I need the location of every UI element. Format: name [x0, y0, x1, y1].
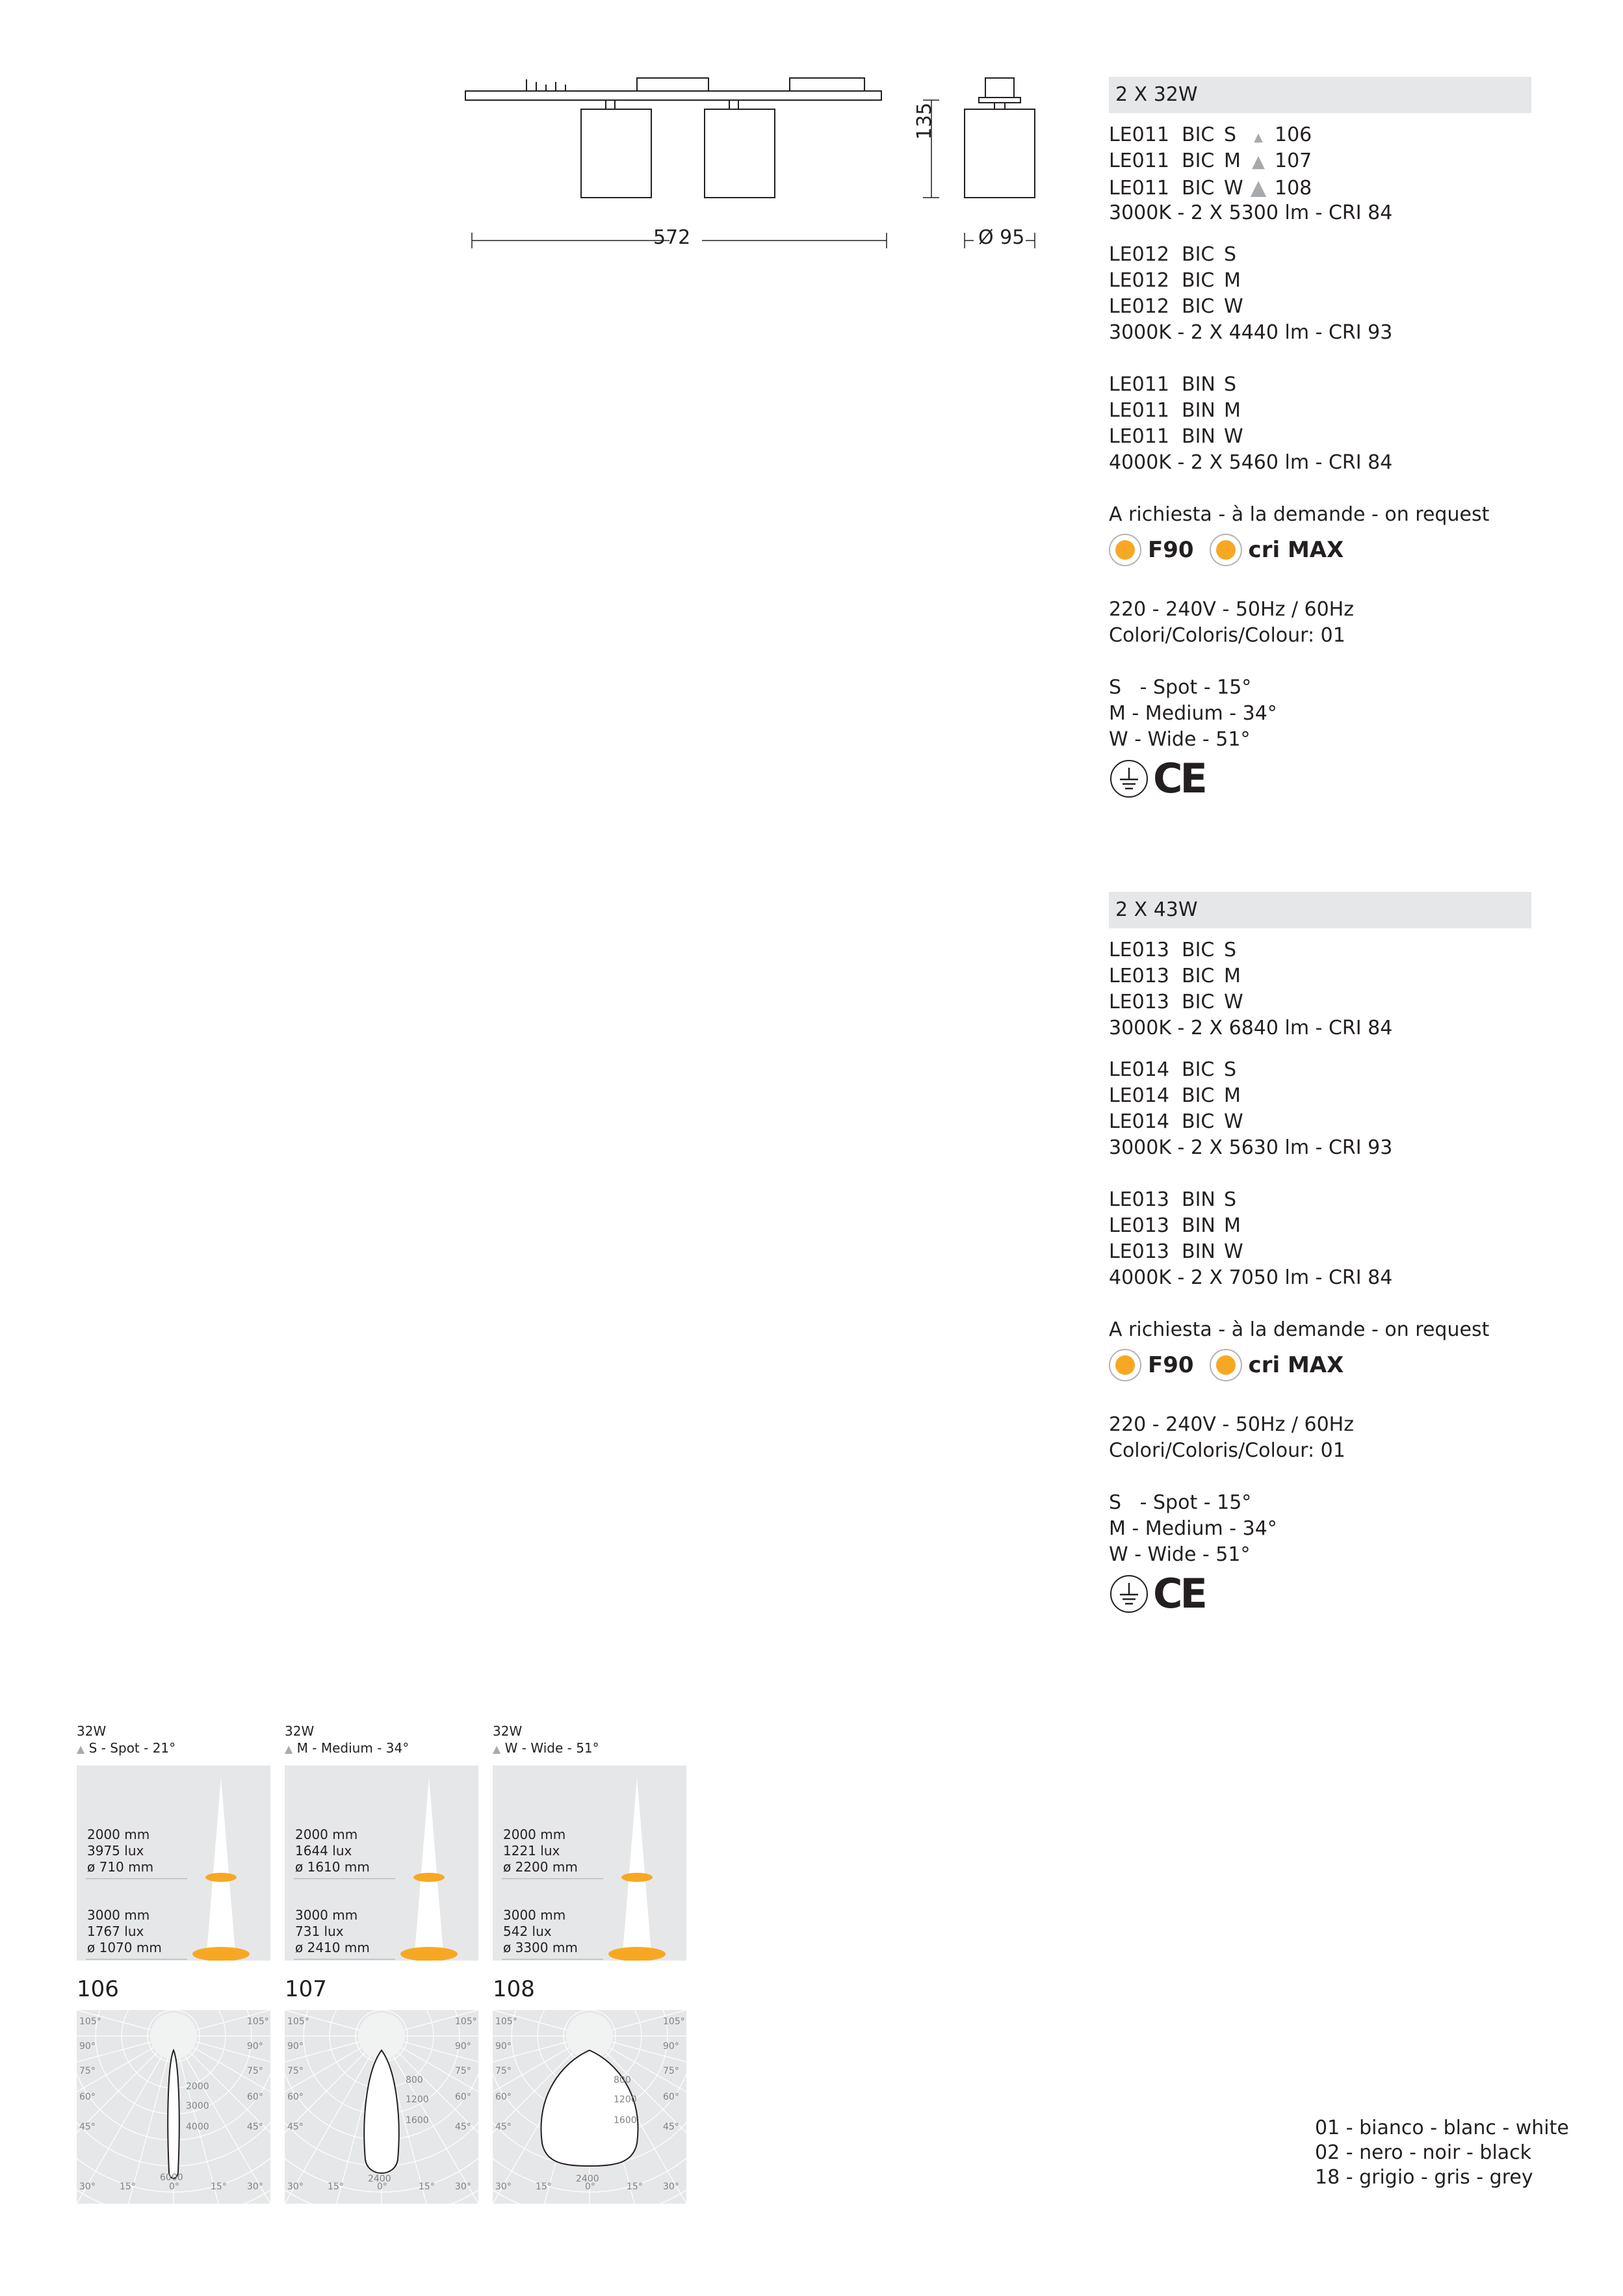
- polar-angle-label: 45°: [79, 2122, 96, 2132]
- polar-angle-label: 15°: [536, 2182, 552, 2192]
- spec-section-32w: [1109, 77, 1531, 805]
- polar-angle-label: 105°: [663, 2016, 685, 2027]
- polar-angle-label: 90°: [495, 2041, 512, 2052]
- section-header: 2 X 43W: [1109, 892, 1531, 928]
- on-request-note: A richiesta - à la demande - on request: [1109, 1318, 1490, 1341]
- polar-angle-label: 60°: [247, 2092, 263, 2102]
- polar-value-label: 800: [406, 2075, 423, 2085]
- product-row: LE013 BIN M: [1109, 1214, 1241, 1237]
- polar-angle-label: 75°: [455, 2066, 471, 2076]
- polar-angle-label: 75°: [247, 2066, 263, 2076]
- polar-angle-label: 0°: [585, 2182, 595, 2192]
- polar-angle-label: 60°: [455, 2092, 471, 2102]
- technical-drawing: [455, 65, 1066, 260]
- light-distribution-curve: [541, 2050, 638, 2166]
- polar-angle-label: 60°: [663, 2092, 679, 2102]
- product-spec: 4000K - 2 X 7050 lm - CRI 84: [1109, 1266, 1393, 1289]
- polar-angle-label: 30°: [455, 2182, 471, 2192]
- f90-icon: [1109, 1349, 1141, 1381]
- polar-angle-label: 15°: [328, 2182, 344, 2192]
- beam-spot-text: S - Spot - 15°: [1109, 676, 1252, 699]
- polar-angle-label: 90°: [663, 2041, 679, 2052]
- earth-ground-icon: [1109, 759, 1149, 799]
- light-distribution-curve: [364, 2050, 398, 2173]
- polar-angle-label: 0°: [169, 2182, 179, 2192]
- polar-angle-label: 60°: [495, 2092, 512, 2102]
- polar-angle-label: 30°: [287, 2182, 304, 2192]
- polar-angle-label: 105°: [287, 2016, 309, 2027]
- polar-angle-label: 90°: [247, 2041, 263, 2052]
- beam-medium-text: M - Medium - 34°: [1109, 702, 1277, 725]
- wide-triangle-icon: ▲: [493, 1743, 501, 1755]
- ce-mark-icon: CE: [1153, 755, 1205, 802]
- product-row: LE013 BIN S: [1109, 1188, 1237, 1211]
- beam-wide-text: W - Wide - 51°: [1109, 1543, 1251, 1566]
- polar-angle-label: 60°: [287, 2092, 304, 2102]
- colour-legend: [1315, 2116, 1569, 2190]
- spec-section-43w: [1109, 892, 1531, 1620]
- polar-angle-label: 45°: [287, 2122, 304, 2132]
- product-spec: 3000K - 2 X 4440 lm - CRI 93: [1109, 321, 1393, 344]
- cri-max-badge: cri MAX: [1210, 1349, 1344, 1381]
- height-dimension: 135: [913, 102, 936, 140]
- polar-value-label: 6000: [160, 2172, 183, 2183]
- polar-value-label: 800: [614, 2075, 631, 2085]
- polar-angle-label: 30°: [663, 2182, 679, 2192]
- polar-diagram: [77, 2010, 270, 2204]
- beam-illuminance-panel: 2000 mm 1221 lux ø 2200 mm 3000 mm 542 lux ø 3300 mm: [493, 1766, 686, 1961]
- colours-text: Colori/Coloris/Colour: 01: [1109, 624, 1345, 647]
- polar-angle-label: 75°: [495, 2066, 512, 2076]
- polar-angle-label: 15°: [627, 2182, 643, 2192]
- polar-value-label: 1200: [406, 2094, 429, 2105]
- photometric-ref: 106: [77, 1976, 119, 2002]
- product-spec: 4000K - 2 X 5460 lm - CRI 84: [1109, 451, 1393, 474]
- beam-illuminance-panel: 2000 mm 1644 lux ø 1610 mm 3000 mm 731 lux ø 2410 mm: [285, 1766, 478, 1961]
- polar-angle-label: 105°: [455, 2016, 477, 2027]
- polar-angle-label: 0°: [377, 2182, 387, 2192]
- f90-badge: F90: [1109, 534, 1194, 566]
- product-row: LE013 BIN W: [1109, 1240, 1243, 1263]
- polar-angle-label: 75°: [287, 2066, 304, 2076]
- polar-radial-line: [77, 2036, 174, 2204]
- product-spec: 3000K - 2 X 5630 lm - CRI 93: [1109, 1136, 1393, 1159]
- product-spec: 3000K - 2 X 6840 lm - CRI 84: [1109, 1017, 1393, 1039]
- polar-angle-label: 45°: [495, 2122, 512, 2132]
- beam-medium-text: M - Medium - 34°: [1109, 1517, 1277, 1540]
- product-row: LE013 BIC W: [1109, 991, 1243, 1013]
- polar-value-label: 2400: [576, 2174, 599, 2184]
- product-row: LE012 BIC S: [1109, 243, 1237, 266]
- polar-angle-label: 30°: [79, 2182, 96, 2192]
- spot-triangle-icon: ▲: [77, 1743, 85, 1755]
- product-spec: 3000K - 2 X 5300 lm - CRI 84: [1109, 202, 1393, 224]
- photometric-caption: 32W ▲ S - Spot - 21°: [77, 1723, 176, 1756]
- beam-spot-text: S - Spot - 15°: [1109, 1491, 1252, 1514]
- polar-value-label: 1200: [614, 2094, 637, 2105]
- f90-badge: F90: [1109, 1349, 1194, 1381]
- polar-angle-label: 105°: [79, 2016, 101, 2027]
- product-row: LE014 BIC W: [1109, 1110, 1243, 1133]
- medium-triangle-icon: ▲: [1252, 152, 1265, 172]
- polar-angle-label: 15°: [211, 2182, 227, 2192]
- photometric-caption: 32W ▲ W - Wide - 51°: [493, 1723, 599, 1756]
- polar-angle-label: 15°: [120, 2182, 136, 2192]
- voltage-text: 220 - 240V - 50Hz / 60Hz: [1109, 1413, 1354, 1436]
- polar-angle-label: 105°: [495, 2016, 517, 2027]
- polar-angle-label: 75°: [663, 2066, 679, 2076]
- product-row: LE011 BIN M: [1109, 399, 1241, 422]
- polar-diagram: [285, 2010, 478, 2204]
- cri-max-badge: cri MAX: [1210, 534, 1344, 566]
- ce-mark-icon: CE: [1153, 1570, 1205, 1617]
- product-row: LE011 BIC W ▲ 108: [1109, 175, 1312, 200]
- voltage-text: 220 - 240V - 50Hz / 60Hz: [1109, 598, 1354, 621]
- product-row: LE011 BIN W: [1109, 425, 1243, 448]
- product-row: LE014 BIC S: [1109, 1058, 1237, 1081]
- product-row: LE011 BIC S ▲ 106: [1109, 122, 1531, 148]
- photometric-ref: 108: [493, 1976, 535, 2002]
- product-row: LE012 BIC M: [1109, 269, 1241, 292]
- beam-wide-text: W - Wide - 51°: [1109, 728, 1251, 751]
- colours-text: Colori/Coloris/Colour: 01: [1109, 1439, 1345, 1462]
- medium-triangle-icon: ▲: [285, 1743, 293, 1755]
- cri-max-icon: [1210, 1349, 1242, 1381]
- product-row: LE014 BIC M: [1109, 1084, 1241, 1107]
- polar-angle-label: 90°: [79, 2041, 96, 2052]
- legend-item: 01 - bianco - blanc - white: [1315, 2117, 1569, 2139]
- polar-angle-label: 105°: [247, 2016, 269, 2027]
- polar-angle-label: 45°: [663, 2122, 679, 2132]
- polar-value-label: 3000: [186, 2101, 209, 2111]
- section-header: 2 X 32W: [1109, 77, 1531, 113]
- photometric-caption: 32W ▲ M - Medium - 34°: [285, 1723, 409, 1756]
- polar-angle-label: 45°: [247, 2122, 263, 2132]
- cri-max-icon: [1210, 534, 1242, 566]
- polar-angle-label: 90°: [455, 2041, 471, 2052]
- product-row: LE011 BIC M ▲ 107: [1109, 148, 1531, 174]
- spot-triangle-icon: ▲: [1254, 131, 1263, 144]
- polar-angle-label: 60°: [79, 2092, 96, 2102]
- wide-triangle-icon: ▲: [1250, 175, 1267, 200]
- polar-value-label: 1600: [614, 2115, 637, 2126]
- polar-angle-label: 15°: [419, 2182, 435, 2192]
- on-request-note: A richiesta - à la demande - on request: [1109, 503, 1490, 526]
- polar-angle-label: 30°: [495, 2182, 512, 2192]
- f90-icon: [1109, 534, 1141, 566]
- polar-value-label: 4000: [186, 2122, 209, 2132]
- product-row: LE011 BIN S: [1109, 373, 1237, 396]
- light-distribution-curve: [168, 2050, 179, 2178]
- product-row: LE013 BIC S: [1109, 939, 1237, 961]
- polar-diagram: [493, 2010, 686, 2204]
- photometric-ref: 107: [285, 1976, 327, 2002]
- earth-ground-icon: [1109, 1574, 1149, 1614]
- polar-radial-line: [174, 2036, 270, 2204]
- diameter-dimension: Ø 95: [978, 226, 1025, 249]
- beam-illuminance-panel: 2000 mm 3975 lux ø 710 mm 3000 mm 1767 lux ø 1070 mm: [77, 1766, 270, 1961]
- polar-value-label: 2000: [186, 2081, 209, 2092]
- legend-item: 02 - nero - noir - black: [1315, 2141, 1532, 2164]
- product-row: LE013 BIC M: [1109, 965, 1241, 987]
- polar-angle-label: 75°: [79, 2066, 96, 2076]
- polar-angle-label: 45°: [455, 2122, 471, 2132]
- product-row: LE012 BIC W: [1109, 295, 1243, 318]
- polar-angle-label: 90°: [287, 2041, 304, 2052]
- polar-value-label: 1600: [406, 2115, 429, 2126]
- legend-item: 18 - grigio - gris - grey: [1315, 2166, 1533, 2189]
- polar-angle-label: 30°: [247, 2182, 263, 2192]
- polar-value-label: 2400: [368, 2174, 391, 2184]
- length-dimension: 572: [653, 226, 691, 249]
- polar-radial-line: [174, 2036, 241, 2204]
